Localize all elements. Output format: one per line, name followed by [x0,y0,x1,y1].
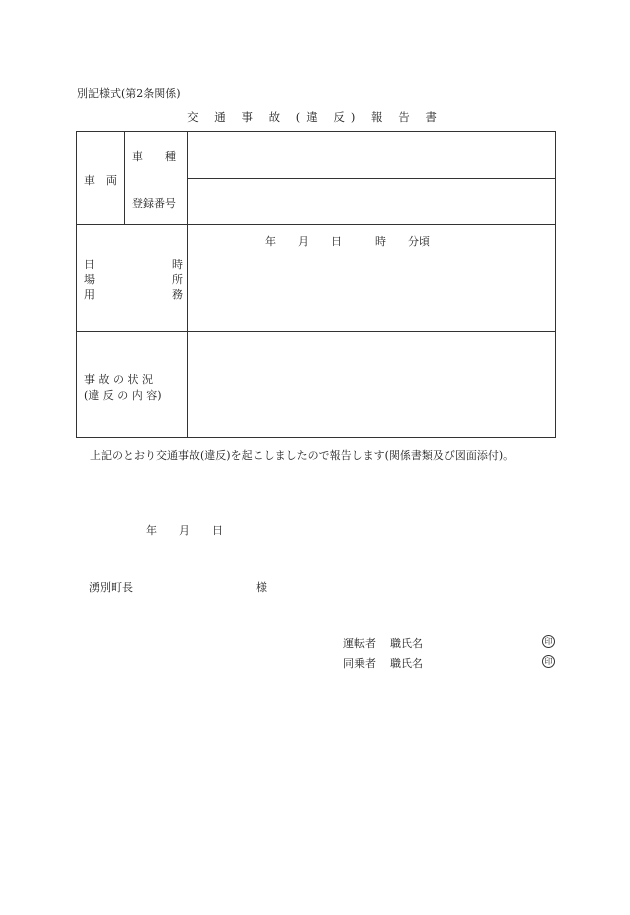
row-divider-situation [77,331,556,332]
passenger-role: 同乗者 [343,657,376,670]
row-divider-vehicle [187,178,556,179]
column-divider-vehicle [124,132,125,224]
situation-label-line2: (違 反 の 内 容) [84,389,162,402]
situation-label-line1: 事 故 の 状 況 [84,373,153,386]
vehicle-header: 車 両 [84,174,117,187]
place-label-right: 所 [172,273,183,286]
report-statement: 上記のとおり交通事故(違反)を起こしましたので報告します(関係書類及び図面添付)。 [90,449,515,462]
place-label-left: 場 [84,273,95,286]
situation-value[interactable] [189,333,554,436]
datetime-label-right: 時 [172,258,183,271]
report-date[interactable]: 年 月 日 [146,524,223,537]
form-label: 別記様式(第2条関係) [77,87,181,100]
column-divider-labels [187,132,188,438]
vehicle-type-label: 車 種 [132,150,176,163]
registration-number-value[interactable] [189,180,554,222]
date-time-placeholder[interactable]: 年 月 日 時 分頃 [265,235,430,248]
row-divider-datetime [77,224,556,225]
business-label-left: 用 [84,288,95,301]
business-label-right: 務 [172,288,183,301]
vehicle-type-value[interactable] [189,134,554,176]
addressee: 湧別町長 [89,581,133,594]
report-table [76,131,556,438]
driver-seal-icon: 印 [542,635,555,648]
driver-name-label: 職氏名 [390,637,423,650]
passenger-name-label: 職氏名 [390,657,423,670]
document-title: 交 通 事 故 (違 反) 報 告 書 [187,110,443,124]
passenger-seal-icon: 印 [542,655,555,668]
registration-number-label: 登録番号 [132,197,176,210]
driver-role: 運転者 [343,637,376,650]
honorific: 様 [256,581,267,594]
datetime-label-left: 日 [84,258,95,271]
